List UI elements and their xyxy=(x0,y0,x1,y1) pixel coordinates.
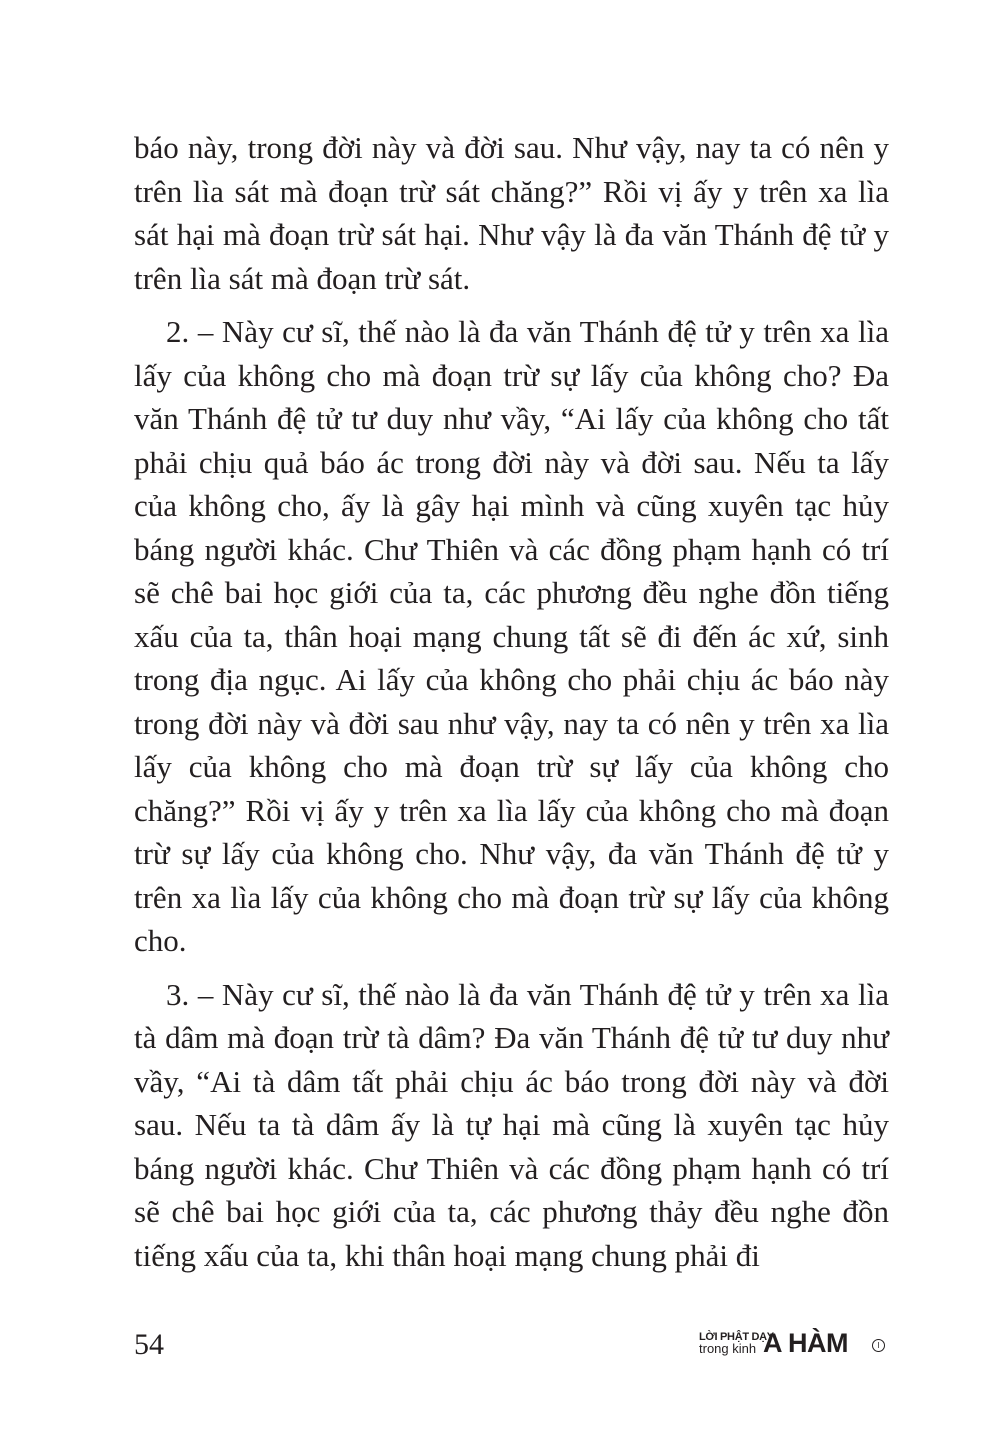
paragraph-3: 3. – Này cư sĩ, thế nào là đa văn Thánh đệ tử y trên xa lìa tà dâm mà đoạn trừ tà dâm? Đa văn Thánh đệ tử tư duy như vầy, “Ai tà dâm tất phải chịu ác báo trong đời này và đời sau. Nếu ta tà dâm ấy là tự hại mà cũng là xuyên tạc hủy báng người khác. Chư Thiên và các đồng phạm hạnh có trí sẽ chê bai học giới của ta, các phương thảy đều nghe đồn tiếng xấu của ta, khi thân hoại mạng chung phải đi xyxy=(134,976,889,1273)
paragraph-2: 2. – Này cư sĩ, thế nào là đa văn Thánh đệ tử y trên xa lìa lấy của không cho mà đoạn trừ sự lấy của không cho? Đa văn Thánh đệ tử tư duy như vầy, “Ai lấy của không cho tất phải chịu quả báo ác trong đời này và đời sau. Nếu ta lấy của không cho, ấy là gây hại mình và cũng xuyên tạc hủy báng người khác. Chư Thiên và các đồng phạm hạnh có trí sẽ chê bai học giới của ta, các phương đều nghe đồn tiếng xấu của ta, thân hoại mạng chung tất sẽ đi đến ác xứ, sinh trong địa ngục. Ai lấy của không cho phải chịu ác báo này trong đời này và đời sau như vậy, nay ta có nên y trên xa lìa lấy của không cho mà đoạn trừ sự lấy của không cho chăng?” Rồi vị ấy y trên xa lìa lấy của không cho mà đoạn trừ sự lấy của không cho. Như vậy, đa văn Thánh đệ tử y trên xa lìa lấy của không cho mà đoạn trừ sự lấy của không cho. xyxy=(134,314,889,958)
logo-title: A HÀM xyxy=(763,1328,848,1358)
logo-line-2: trong kinh xyxy=(699,1341,757,1356)
page-number: 54 xyxy=(134,1328,164,1361)
book-series-logo xyxy=(699,1326,889,1366)
logo-line-1: LỜI PHẬT DẠY xyxy=(699,1331,774,1343)
page-footer xyxy=(134,1322,889,1372)
body-text xyxy=(134,126,889,1277)
volume-badge: I xyxy=(872,1339,885,1352)
paragraph-1: báo này, trong đời này và đời sau. Như vậy, nay ta có nên y trên lìa sát mà đoạn trừ sát chăng?” Rồi vị ấy y trên xa lìa sát hại mà đoạn trừ sát hại. Như vậy là đa văn Thánh đệ tử y trên lìa sát mà đoạn trừ sát. xyxy=(134,130,889,296)
